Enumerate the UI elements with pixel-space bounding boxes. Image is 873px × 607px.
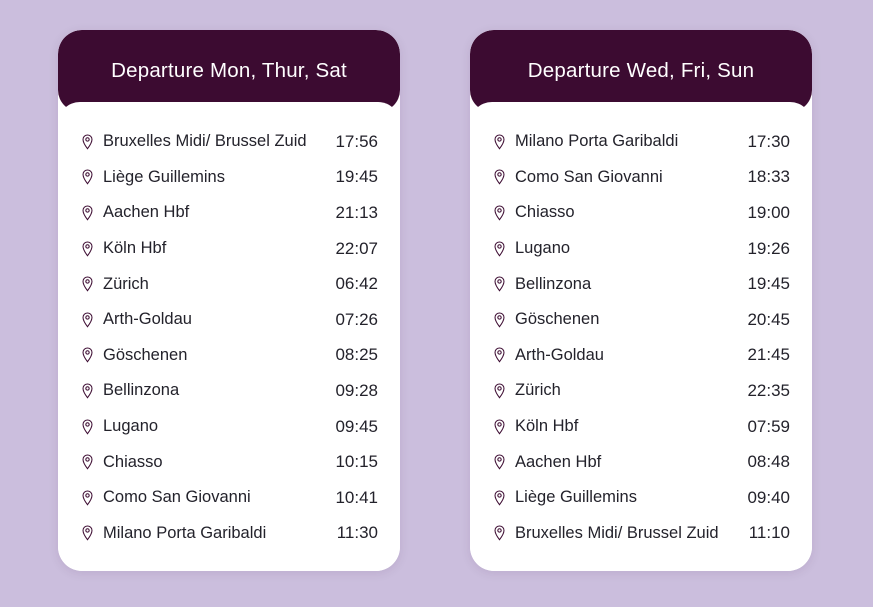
stop-row[interactable] xyxy=(80,266,378,302)
stop-name: Göschenen xyxy=(103,345,188,364)
stop-row[interactable] xyxy=(492,195,790,231)
stop-list xyxy=(58,102,400,571)
stop-time: 11:10 xyxy=(748,523,790,543)
stop-row[interactable] xyxy=(492,444,790,480)
stop-name: Köln Hbf xyxy=(515,417,579,436)
stop-row[interactable] xyxy=(80,444,378,480)
stop-row[interactable] xyxy=(80,480,378,516)
departure-board xyxy=(58,30,400,571)
board-header xyxy=(470,30,812,112)
map-pin-icon xyxy=(492,524,507,542)
stop-time: 22:35 xyxy=(747,380,790,400)
stop-row[interactable] xyxy=(80,338,378,374)
stop-row[interactable] xyxy=(492,231,790,267)
stop-row[interactable] xyxy=(80,231,378,267)
stop-time: 07:59 xyxy=(747,416,790,436)
stop-time: 19:00 xyxy=(747,202,790,222)
stop-name: Bruxelles Midi/ Brussel Zuid xyxy=(515,523,719,542)
stop-name: Zürich xyxy=(515,381,561,400)
stop-name: Göschenen xyxy=(515,310,600,329)
map-pin-icon xyxy=(80,489,95,507)
stop-time: 17:56 xyxy=(335,131,378,151)
stop-time: 20:45 xyxy=(747,309,790,329)
stop-name: Aachen Hbf xyxy=(515,452,602,471)
map-pin-icon xyxy=(80,346,95,364)
stop-name: Arth-Goldau xyxy=(103,310,192,329)
board-title: Departure Mon, Thur, Sat xyxy=(111,59,347,82)
stop-time: 21:45 xyxy=(747,345,790,365)
stop-time: 11:30 xyxy=(336,523,378,543)
stop-name: Lugano xyxy=(103,417,159,436)
map-pin-icon xyxy=(80,311,95,329)
map-pin-icon xyxy=(80,204,95,222)
stop-time: 19:45 xyxy=(335,167,378,187)
stop-row[interactable] xyxy=(80,409,378,445)
map-pin-icon xyxy=(492,311,507,329)
stop-row[interactable] xyxy=(80,124,378,160)
stop-row[interactable] xyxy=(492,338,790,374)
stop-row[interactable] xyxy=(80,195,378,231)
board-title: Departure Wed, Fri, Sun xyxy=(527,59,755,82)
stop-time: 08:25 xyxy=(335,345,378,365)
stop-time: 21:13 xyxy=(335,202,378,222)
stop-time: 17:30 xyxy=(747,131,790,151)
stop-name: Bellinzona xyxy=(103,381,180,400)
stop-time: 22:07 xyxy=(335,238,378,258)
map-pin-icon xyxy=(80,382,95,400)
stop-name: Liège Guillemins xyxy=(515,488,637,507)
stop-row[interactable] xyxy=(492,409,790,445)
stop-row[interactable] xyxy=(80,160,378,196)
board-header xyxy=(58,30,400,112)
stop-name: Zürich xyxy=(103,274,149,293)
map-pin-icon xyxy=(80,524,95,542)
stop-time: 07:26 xyxy=(335,309,378,329)
stop-row[interactable] xyxy=(80,302,378,338)
stop-list xyxy=(470,102,812,571)
stop-time: 09:40 xyxy=(747,487,790,507)
map-pin-icon xyxy=(80,418,95,436)
stop-name: Chiasso xyxy=(103,452,163,471)
stop-time: 06:42 xyxy=(335,274,378,294)
map-pin-icon xyxy=(80,240,95,258)
stop-name: Como San Giovanni xyxy=(515,167,663,186)
stop-name: Aachen Hbf xyxy=(103,203,190,222)
map-pin-icon xyxy=(492,489,507,507)
stop-row[interactable] xyxy=(80,373,378,409)
map-pin-icon xyxy=(492,204,507,222)
stop-time: 08:48 xyxy=(747,452,790,472)
stop-row[interactable] xyxy=(492,160,790,196)
stop-time: 10:15 xyxy=(335,452,378,472)
map-pin-icon xyxy=(492,168,507,186)
stop-time: 09:45 xyxy=(335,416,378,436)
stop-name: Lugano xyxy=(515,239,571,258)
stop-name: Como San Giovanni xyxy=(103,488,251,507)
map-pin-icon xyxy=(80,168,95,186)
map-pin-icon xyxy=(492,240,507,258)
stop-row[interactable] xyxy=(492,516,790,552)
map-pin-icon xyxy=(492,453,507,471)
stop-time: 19:45 xyxy=(747,274,790,294)
departure-board xyxy=(470,30,812,571)
stop-time: 19:26 xyxy=(747,238,790,258)
map-pin-icon xyxy=(80,133,95,151)
stop-name: Milano Porta Garibaldi xyxy=(515,132,679,151)
stop-row[interactable] xyxy=(492,302,790,338)
stop-name: Arth-Goldau xyxy=(515,345,604,364)
stop-row[interactable] xyxy=(492,480,790,516)
stop-row[interactable] xyxy=(80,516,378,552)
stop-name: Bruxelles Midi/ Brussel Zuid xyxy=(103,132,307,151)
stop-name: Liège Guillemins xyxy=(103,167,225,186)
stop-time: 10:41 xyxy=(335,487,378,507)
map-pin-icon xyxy=(80,453,95,471)
stop-name: Köln Hbf xyxy=(103,239,167,258)
map-pin-icon xyxy=(492,133,507,151)
stop-row[interactable] xyxy=(492,124,790,160)
stop-row[interactable] xyxy=(492,266,790,302)
stop-name: Bellinzona xyxy=(515,274,592,293)
map-pin-icon xyxy=(492,275,507,293)
stop-name: Chiasso xyxy=(515,203,575,222)
map-pin-icon xyxy=(80,275,95,293)
map-pin-icon xyxy=(492,418,507,436)
map-pin-icon xyxy=(492,382,507,400)
map-pin-icon xyxy=(492,346,507,364)
stop-time: 18:33 xyxy=(747,167,790,187)
stop-name: Milano Porta Garibaldi xyxy=(103,523,267,542)
stop-row[interactable] xyxy=(492,373,790,409)
stop-time: 09:28 xyxy=(335,380,378,400)
